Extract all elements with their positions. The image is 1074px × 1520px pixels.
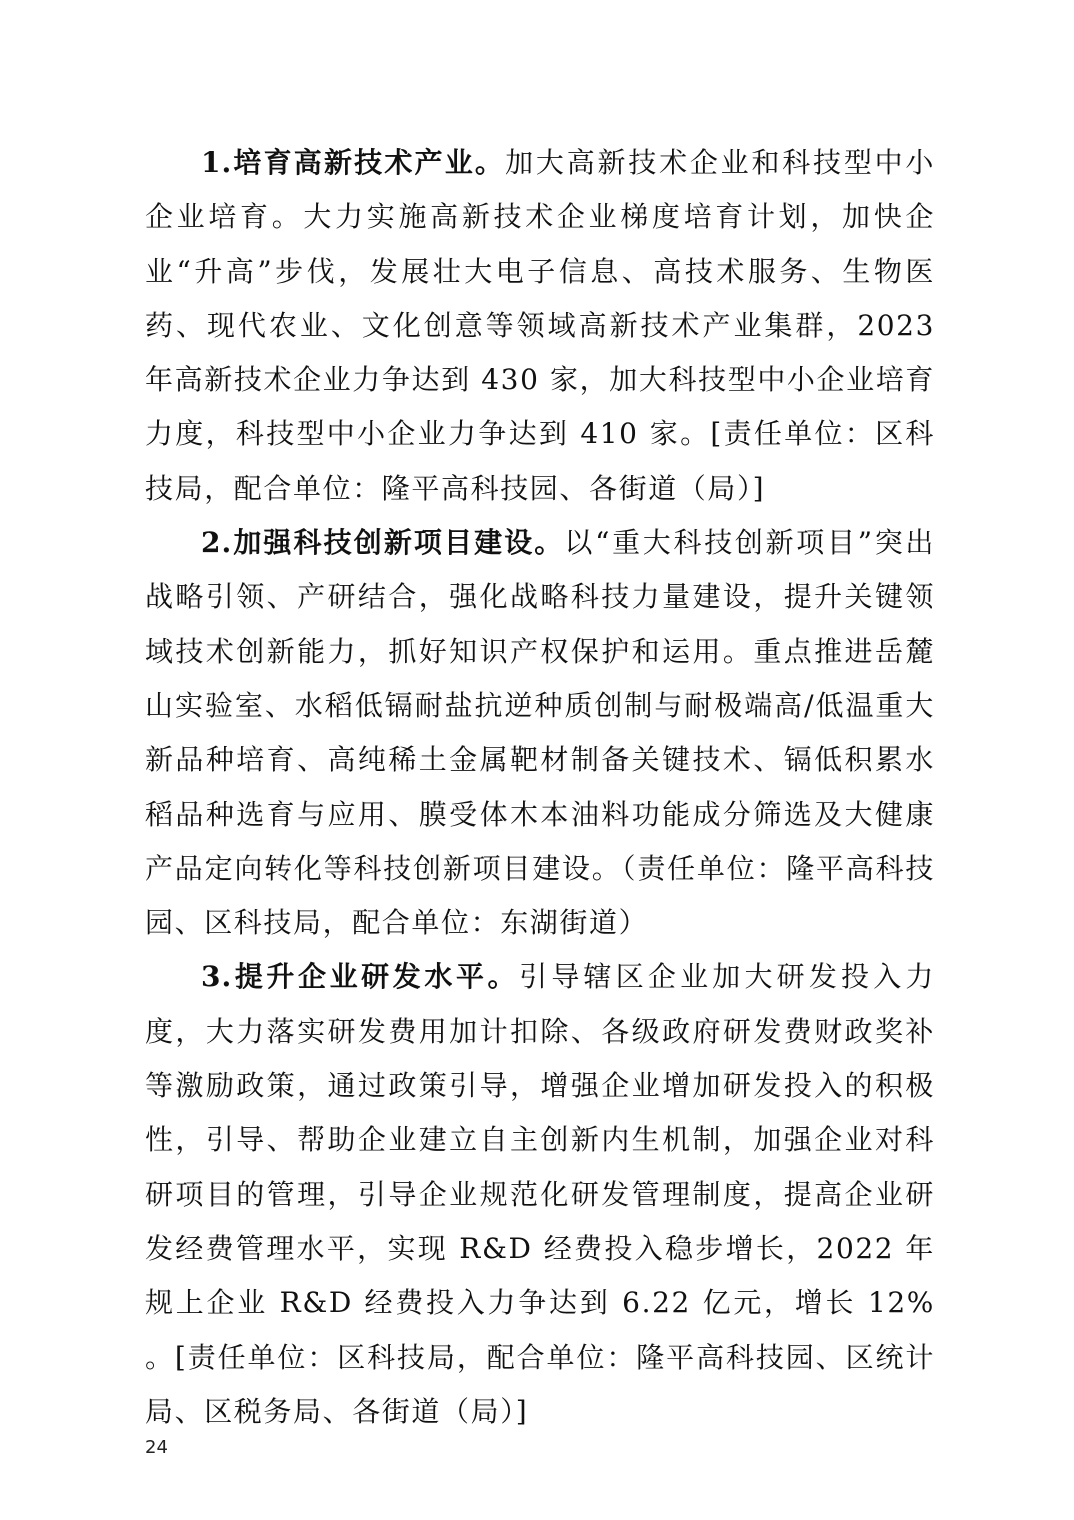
paragraph-3 xyxy=(145,950,935,1439)
paragraph-1-heading: 1.培育高新技术产业。 xyxy=(201,146,506,179)
paragraph-3-heading: 3.提升企业研发水平。 xyxy=(201,960,520,994)
paragraph-2-text: 以“重大科技创新项目”突出战略引领、产研结合，强化战略科技力量建设，提升关键领域技术创新能力，抓好知识产权保护和运用。重点推进岳麓山实验室、水稻低镉耐盐抗逆种质创制与耐极端高/低温重大新品种培育、高纯稀土金属靶材制备关键技术、镉低积累水稻品种选育与应用、膜受体木本油料功能成分筛选及大健康产品定向转化等科技创新项目建设。（责任单位：隆平高科技园、区科技局，配合单位：东湖街道） xyxy=(145,526,936,940)
document-body xyxy=(145,136,935,1439)
paragraph-2 xyxy=(145,516,935,950)
paragraph-3-text: 引导辖区企业加大研发投入力度，大力落实研发费用加计扣除、各级政府研发费财政奖补等激励政策，通过政策引导，增强企业增加研发投入的积极性，引导、帮助企业建立自主创新内生机制，加强企业对科研项目的管理，引导企业规范化研发管理制度，提高企业研发经费管理水平，实现 R&D 经费投入稳步增长，2022 年规上企业 R&D 经费投入力争达到 6.22 亿元，增长 12% 。[责任单位：区科技局，配合单位：隆平高科技园、区统计局、区税务局、各街道（局）] xyxy=(145,960,935,1428)
paragraph-1-text: 加大高新技术企业和科技型中小企业培育。大力实施高新技术企业梯度培育计划，加快企业“升高”步伐，发展壮大电子信息、高技术服务、生物医药、现代农业、文化创意等领域高新技术产业集群，2023 年高新技术企业力争达到 430 家，加大科技型中小企业培育力度，科技型中小企业力争达到 410 家。[责任单位：区科技局，配合单位：隆平高科技园、各街道（局）] xyxy=(145,146,936,505)
paragraph-1 xyxy=(145,136,935,516)
page-number: 24 xyxy=(145,1437,168,1458)
paragraph-2-heading: 2.加强科技创新项目建设。 xyxy=(201,526,565,560)
